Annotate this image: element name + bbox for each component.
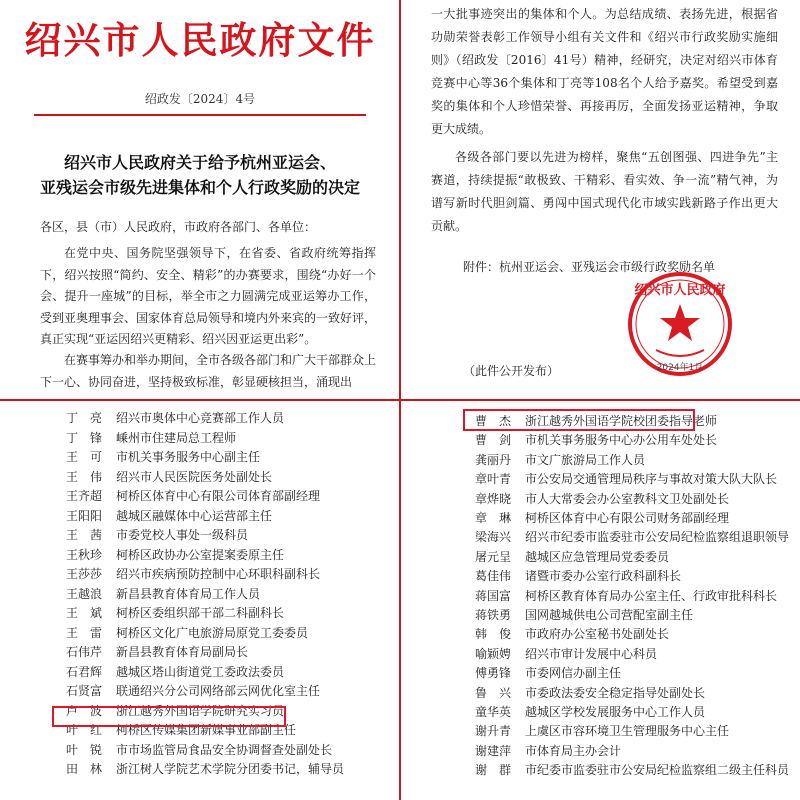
person-name: 王 茜 [66,528,103,542]
person-position: 越城区融媒体中心运营部主任 [116,508,273,523]
person-name: 王 可 [66,450,103,464]
person-position: 绍兴市审计发展中心科员 [525,646,658,661]
person-position: 国网越城供电公司营配室副主任 [525,608,694,622]
person-position: 浙江树人学院艺术学院分团委书记，辅导员 [116,762,345,776]
person-position: 越城区塔山街道党工委政法委员 [116,664,285,679]
person-position: 浙江越秀外国语学院校团委指导老师 [525,414,718,428]
person-position: 绍兴市人民医院医务处副处长 [116,469,273,484]
person-position: 越城区应急管理局党委委员 [525,549,670,564]
person-name: 鲁 兴 [475,685,512,700]
award-list-right [401,401,800,800]
person-position: 浙江越秀外国语学院研究实习员 [116,703,285,718]
person-name: 石伟芹 [66,645,103,659]
document-number: 绍政发〔2024〕4号 [144,92,256,106]
person-position: 柯桥区文化广电旅游局原党工委委员 [116,625,309,640]
person-position: 嵊州市住建局总工程师 [116,430,237,445]
document-title [20,150,380,200]
paragraph-3: 一大批事迹突出的集体和个人。为总结成绩、表扬先进，根据省功勋荣誉表彰工作领导小组有关文件和《绍兴市行政奖励实施细则》（绍政发〔2016〕41号）精神，经研究，决定对绍兴市体育竞赛中心等36个集体和丁亮等108名个人给予嘉奖。希望受到嘉奖的集体和个人珍惜荣誉、再接再厉，全面发扬亚运精神，争取更大成绩。 [431,7,778,136]
red-divider [34,114,366,116]
person-name: 王莎莎 [66,567,103,581]
horizontal-divider [0,399,800,401]
seal-text: 绍兴市人民政府 [634,283,726,298]
person-position: 市文广旅游局工作人员 [525,452,646,467]
person-position: 绍兴市纪委市监委驻市公安局纪检监察组退职领导 [525,530,790,545]
document-page-2 [401,0,800,400]
person-name: 丁 亮 [66,411,103,425]
person-name: 卢 波 [66,703,103,718]
highlight-box-lu-bo [52,706,286,727]
person-position: 市人大常委会办公室教科文卫处副处长 [525,491,730,506]
person-position: 市委政法委安全稳定指导处副处长 [525,685,706,700]
official-seal-icon [626,270,734,378]
person-position: 柯桥区体育中心有限公司体育部副经理 [116,489,321,503]
person-name: 王 雷 [66,625,103,640]
person-position: 市政府办公室秘书处副处长 [525,627,670,642]
person-name: 童华英 [475,705,512,719]
person-name: 喻颖娉 [475,646,512,661]
paragraph-4: 各级各部门要以先进为榜样，聚焦“五创图强、四进争先”主赛道，持续提振“敢极致、干精彩、看实效、争一流”精气神，为谱写新时代胆剑篇、勇闯中国式现代化市域实践新路子作出更大贡献。 [431,150,778,233]
person-position: 新昌县教育体育局工作人员 [116,586,261,601]
publication-note: （此件公开发布） [463,364,560,378]
person-name: 王 斌 [66,606,103,620]
person-name: 王越浪 [66,586,103,601]
person-name: 章叶青 [475,472,512,487]
attachment-note: 附件：杭州亚运会、亚残运会市级行政奖励名单 [463,260,716,274]
person-name: 王 伟 [66,469,103,484]
person-name: 曹 杰 [475,414,512,428]
person-position: 柯桥区体育中心有限公司财务部副经理 [525,511,730,525]
masthead: 绍兴市人民政府文件 [24,19,376,62]
person-name: 叶 锐 [66,742,103,757]
person-name: 韩 俊 [475,627,512,642]
person-position: 柯桥区政协办公室提案委原主任 [116,547,285,562]
person-position: 绍兴市疾病预防控制中心环职科副科长 [116,567,321,581]
person-name: 蒋国富 [475,588,512,603]
addressee: 各区，县（市）人民政府，市政府各部门、各单位： [40,220,317,234]
person-name: 蒋铁勇 [475,608,512,622]
person-name: 谢 群 [475,763,512,778]
person-name: 曹 剑 [475,433,512,448]
person-position: 市委党校人事处一级科员 [116,528,249,542]
person-name: 章 琳 [475,511,512,525]
person-position: 柯桥区教育体育局办公室主任、行政审批科科长 [525,588,778,603]
person-name: 丁 锋 [66,430,103,445]
person-name: 谢建萍 [475,743,512,758]
person-position: 市机关事务服务中心副主任 [116,450,261,464]
person-position: 绍兴市奥体中心竞赛部工作人员 [116,411,285,425]
person-position: 越城区学校发展服务中心工作人员 [525,705,706,719]
person-name: 叶 红 [66,723,103,737]
paragraph-2: 在赛事筹办和举办期间，全市各级各部门和广大干部群众上下一心、协同奋进，坚持极致标准，彰显硬核担当，涌现出 [40,353,377,389]
person-name: 傅勇锋 [475,666,512,681]
title-line-2: 亚残运会市级先进集体和个人行政奖励的决定 [39,178,360,197]
award-list-left [0,401,400,800]
person-position: 诸暨市委办公室行政科副科长 [525,569,682,584]
title-line-1: 绍兴市人民政府关于给予杭州亚运会、 [63,153,336,172]
person-name: 章烨晓 [475,491,512,506]
person-name: 石贤富 [66,684,103,698]
paragraph-1: 在党中央、国务院坚强领导下，在省委、省政府统筹指挥下，绍兴按照“简约、安全、精彩”的办赛要求，围绕“办好一个会、提升一座城”的目标，举全市之力圆满完成亚运筹办工作，受到亚奥理事会、国家体育总局领导和境内外来宾的一致好评，真正实现“亚运因绍兴更精彩、绍兴因亚运更出彩”。 [40,246,377,347]
person-position: 市纪委市监委驻市公安局纪检监察组二级主任科员 [525,763,790,778]
person-name: 梁海兴 [475,530,512,545]
person-name: 王齐超 [66,489,103,503]
person-position: 市机关事务服务中心办公用车处处长 [525,433,718,448]
person-position: 柯桥区委组织部干部二科副科长 [116,606,285,620]
person-position: 市体育局主办会计 [525,743,622,758]
person-position: 市公安局交通管理局秩序与事故对策大队大队长 [525,472,778,487]
person-position: 市委网信办副主任 [525,666,622,681]
person-position: 市市场监管局食品安全协调督查处副处长 [116,742,333,757]
person-name: 谢升青 [475,724,512,739]
person-name: 葛佳伟 [475,569,512,584]
person-position: 新昌县教育体育局副局长 [116,645,249,659]
person-name: 王阳阳 [66,508,103,523]
person-name: 王秋珍 [66,547,103,562]
highlight-box-cao-jie [463,409,695,431]
person-position: 联通绍兴分公司网络部云网优化室主任 [116,684,321,698]
document-page-1 [0,0,400,400]
person-position: 上虞区市容环境卫生管理服务中心主任 [525,724,730,739]
person-name: 田 林 [66,762,103,776]
person-position: 柯桥区传媒集团新媒事业部副主任 [116,723,297,737]
person-name: 龚丽丹 [475,452,512,467]
person-name: 屠元呈 [475,549,512,564]
seal-date: 2024年1月 [656,363,704,373]
person-name: 石君辉 [66,664,103,679]
